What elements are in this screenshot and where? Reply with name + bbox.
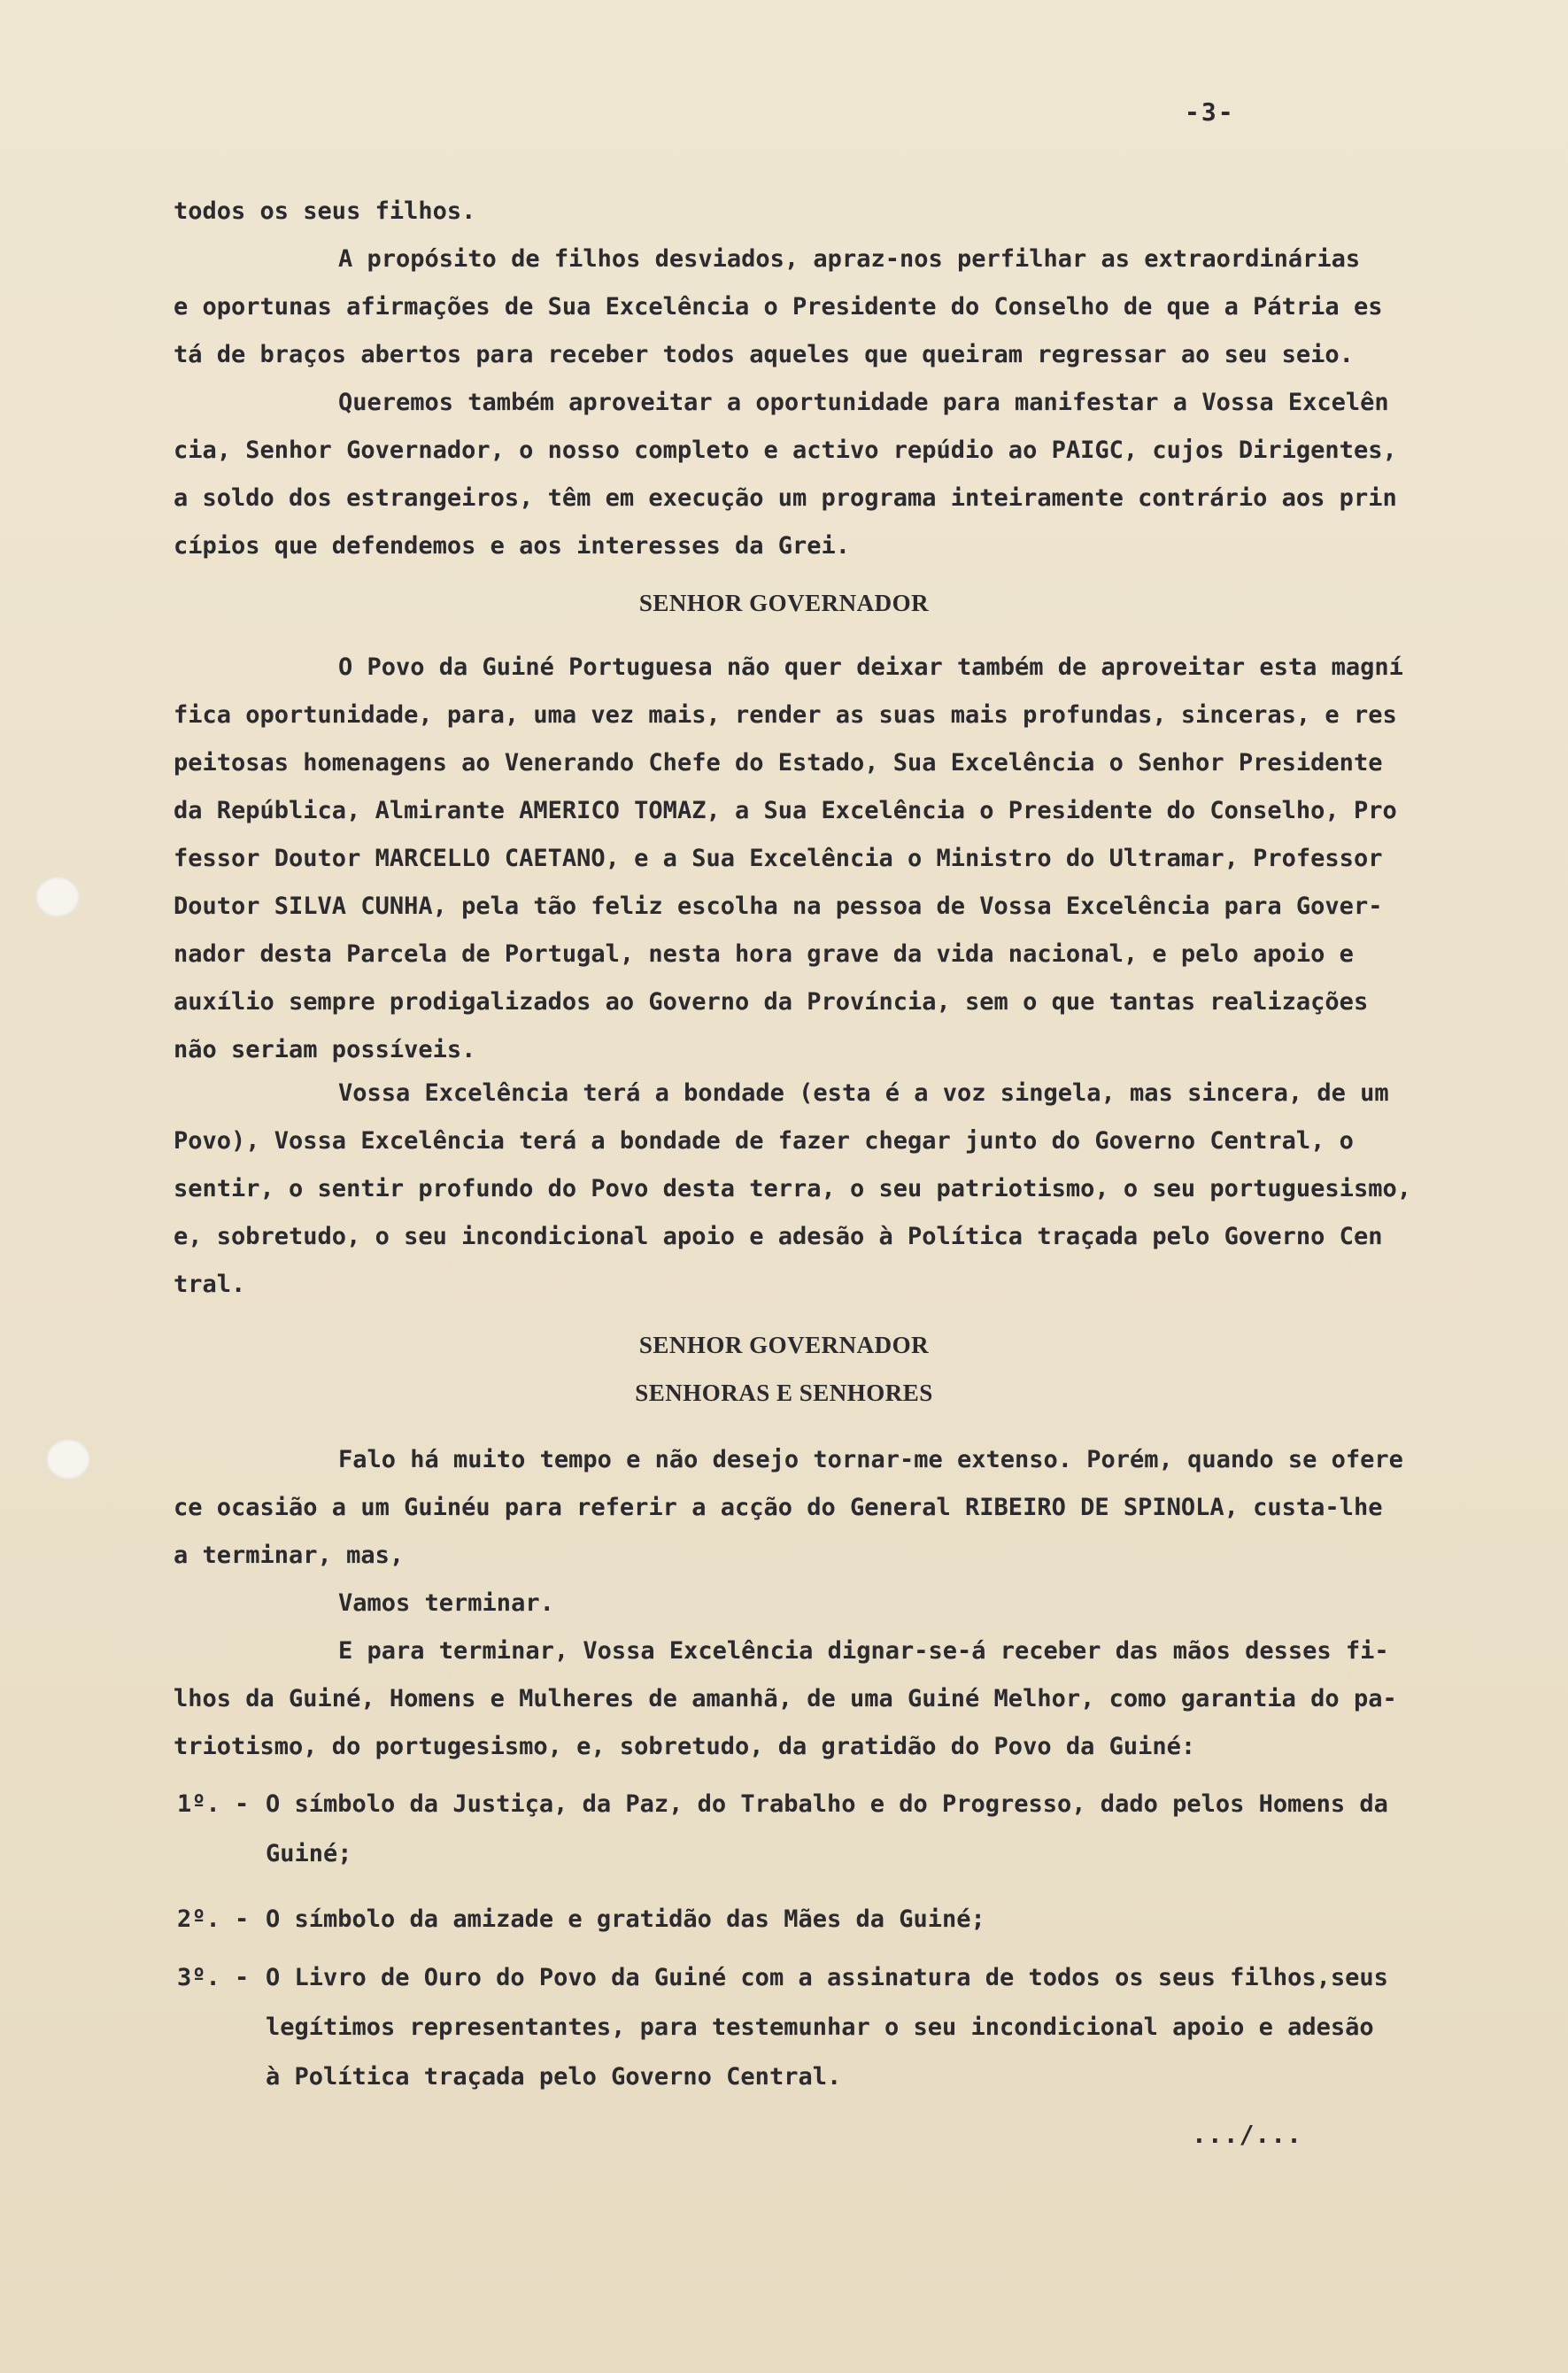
paragraph-5: Vossa Excelência terá a bondade (esta é a voz singela, mas sincera, de um Povo), Vossa Excelência terá a bondade de fazer chegar junto do Governo Central, o sentir, o sentir profundo do Povo desta terra, o seu patriotismo, o seu portuguesismo, e, sobretudo, o seu incondicional apoio e adesão à Política traçada pelo Governo Cen tral. bbox=[174, 1079, 1411, 1298]
paragraph-3: Queremos também aproveitar a oportunidade para manifestar a Vossa Excelên cia, Senhor Governador, o nosso completo e activo repúdio ao PAIGC, cujos Dirigentes, a soldo dos estrangeiros, têm em execução um programa inteiramente contrário aos prin cípios que defendemos e aos interesses da Grei. bbox=[174, 389, 1397, 560]
heading-senhor-governador-1: SENHOR GOVERNADOR bbox=[638, 590, 930, 616]
list-item-number: 3º. - bbox=[177, 1964, 250, 1991]
continuation-marker: .../... bbox=[1192, 2120, 1303, 2149]
list-item-text: O símbolo da amizade e gratidão das Mães da Guiné; bbox=[266, 1905, 985, 1933]
paragraph-4: O Povo da Guiné Portuguesa não quer deixar também de aproveitar esta magní fica oportunidade, para, uma vez mais, render as suas mais profundas, sinceras, e res peitosas homenagens ao Venerando Chefe do Estado, Sua Excelência o Senhor Presidente da República, Almirante AMERICO TOMAZ, a Sua Excelência o Presidente do Conselho, Pro fessor Doutor MARCELLO CAETANO, e a Sua Excelência o Ministro do Ultramar, Professor Doutor SILVA CUNHA, pela tão feliz escolha na pessoa de Vossa Excelência para Gover- nador desta Parcela de Portugal, nesta hora grave da vida nacional, e pelo apoio e auxílio sempre prodigalizados ao Governo da Província, sem o que tantas realizações não seriam possíveis. bbox=[174, 653, 1403, 1063]
paragraph-2: A propósito de filhos desviados, apraz-nos perfilhar as extraordinárias e oportunas afirmações de Sua Excelência o Presidente do Conselho de que a Pátria es tá de braços abertos para receber todos aqueles que queiram regressar ao seu seio. bbox=[174, 245, 1383, 368]
list-item-number: 2º. - bbox=[177, 1905, 250, 1933]
paragraph-1: todos os seus filhos. bbox=[174, 197, 476, 225]
heading-senhor-governador-2: SENHOR GOVERNADOR bbox=[638, 1332, 930, 1358]
paragraph-7: Vamos terminar. bbox=[338, 1589, 554, 1617]
list-item-number: 1º. - bbox=[177, 1790, 250, 1818]
punch-hole-bottom bbox=[46, 1439, 90, 1480]
heading-senhoras-e-senhores: SENHORAS E SENHORES bbox=[635, 1380, 933, 1406]
punch-hole-top bbox=[35, 877, 80, 917]
paragraph-6: Falo há muito tempo e não desejo tornar-me extenso. Porém, quando se ofere ce ocasião a um Guinéu para referir a acção do General RIBEIRO DE SPINOLA, custa-lhe a terminar, mas, bbox=[174, 1446, 1403, 1569]
paragraph-8: E para terminar, Vossa Excelência dignar-se-á receber das mãos desses fi- lhos da Guiné, Homens e Mulheres de amanhã, de uma Guiné Melhor, como garantia do pa- triotismo, do portugesismo, e, sobretudo, da gratidão do Povo da Guiné: bbox=[174, 1637, 1397, 1760]
list-item-text: O símbolo da Justiça, da Paz, do Trabalho e do Progresso, dado pelos Homens da Guiné; bbox=[266, 1790, 1388, 1867]
page-number: -3- bbox=[1185, 97, 1235, 127]
list-item-text: O Livro de Ouro do Povo da Guiné com a assinatura de todos os seus filhos,seus legítimos representantes, para testemunhar o seu incondicional apoio e adesão à Política traçada pelo Governo Central. bbox=[266, 1964, 1388, 2091]
